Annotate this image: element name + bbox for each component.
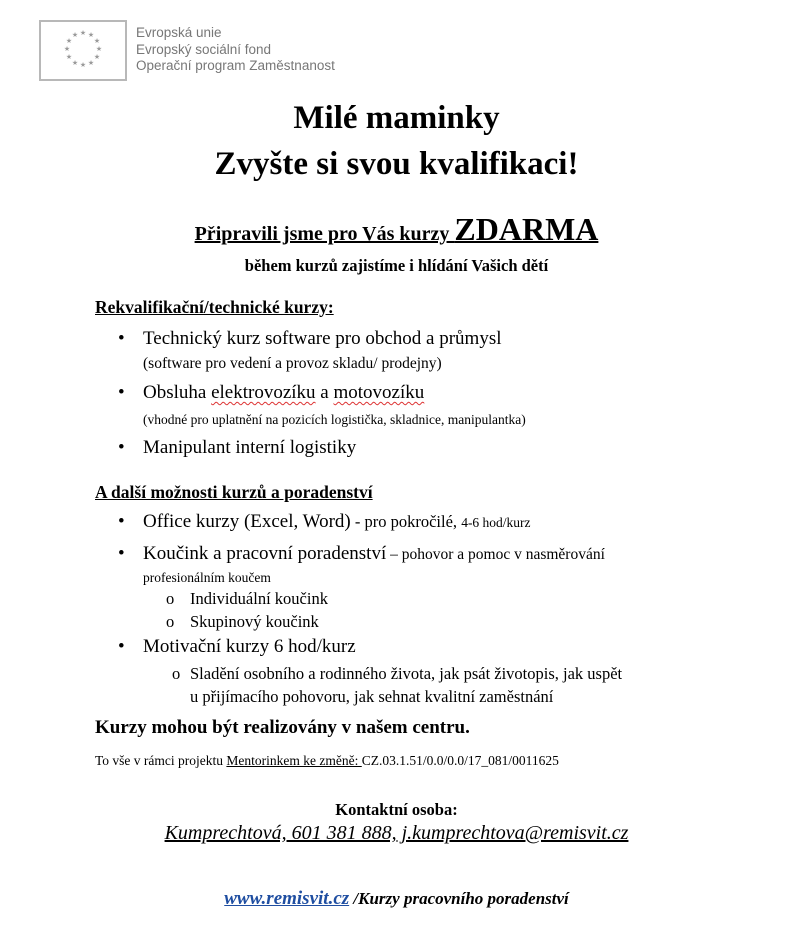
bullet-icon: • (118, 636, 125, 657)
section2-title: A další možnosti kurzů a poradenství (95, 482, 373, 502)
svg-text:★: ★ (87, 59, 95, 67)
bullet-icon: • (118, 437, 125, 458)
svg-text:★: ★ (71, 59, 79, 67)
svg-text:★: ★ (95, 45, 103, 53)
venue-note: Kurzy mohou být realizovány v našem centru. (95, 717, 470, 738)
footer-tagline: /Kurzy pracovního poradenství (349, 889, 569, 908)
bullet-icon: • (118, 511, 125, 532)
section1-item3: Manipulant interní logistiky (143, 437, 357, 458)
bullet-icon: • (118, 328, 125, 349)
website-link[interactable]: www.remisvit.cz (224, 888, 350, 909)
item2-part-a: Obsluha (143, 382, 212, 403)
section2-item2-sub2: Skupinový koučink (190, 612, 319, 631)
section1-item1-detail: (software pro vedení a provoz skladu/ prodejny) (143, 355, 442, 372)
section2-item2 (143, 543, 605, 565)
item2-part-c: a (315, 382, 334, 403)
heading-line-2: Zvyšte si svou kvalifikaci! (214, 146, 579, 182)
section2-item2-main: Koučink a pracovní poradenství (143, 543, 387, 564)
section2-item2-sub1: Individuální koučink (190, 589, 328, 608)
offer-note: během kurzů zajistíme i hlídání Vašich dětí (244, 256, 549, 275)
contact-details[interactable]: Kumprechtová, 601 381 888, j.kumprechtova@remisvit.cz (164, 822, 629, 844)
item2-part-b: elektrovozíku (211, 382, 316, 403)
section2-item3: Motivační kurzy 6 hod/kurz (143, 636, 356, 657)
svg-text:★: ★ (93, 37, 101, 45)
svg-text:★: ★ (65, 37, 73, 45)
bullet-icon: • (118, 543, 125, 564)
section1-item2 (143, 382, 424, 404)
bullet-icon: • (118, 382, 125, 403)
logo-line-1: Evropská unie (136, 25, 222, 40)
eu-logo-text (136, 25, 335, 75)
section2-item2-tail: – pohovor a pomoc v nasměrování (386, 546, 605, 563)
project-name: Mentorinkem ke změně: (226, 753, 362, 768)
section2-item1 (143, 511, 531, 533)
svg-text:★: ★ (65, 53, 73, 61)
circle-bullet-icon: o (172, 664, 181, 683)
eu-flag-stars-icon (41, 22, 125, 79)
svg-text:★: ★ (93, 53, 101, 61)
logo-line-3: Operační program Zaměstnanost (136, 58, 335, 73)
offer-line (0, 211, 793, 248)
section2-item1-mid: - pro pokročilé, (350, 512, 462, 531)
heading-line-1: Milé maminky (293, 100, 500, 136)
offer-prefix: Připravili jsme pro Vás kurzy (194, 223, 455, 245)
section2-item3-sub-line2: u přijímacího pohovoru, jak sehnat kvalitní zaměstnání (190, 687, 554, 706)
section2-item3-sub-line1: Sladění osobního a rodinného života, jak psát životopis, jak uspět (190, 664, 623, 683)
svg-text:★: ★ (79, 29, 87, 37)
offer-highlight: ZDARMA (454, 211, 599, 247)
circle-bullet-icon: o (166, 612, 175, 631)
svg-text:★: ★ (87, 31, 95, 39)
eu-logo (39, 20, 127, 81)
section2-item2-line2: profesionálním koučem (143, 570, 271, 585)
project-code: CZ.03.1.51/0.0/0.0/17_081/0011625 (361, 753, 559, 768)
item2-part-d: motovozíku (333, 382, 425, 403)
section1-item2-detail: (vhodné pro uplatnění na pozicích logistička, skladnice, manipulantka) (143, 412, 526, 427)
footer (0, 888, 793, 910)
svg-text:★: ★ (63, 45, 71, 53)
logo-line-2: Evropský sociální fond (136, 41, 272, 57)
section1-title: Rekvalifikační/technické kurzy: (95, 297, 334, 317)
contact-label: Kontaktní osoba: (335, 800, 458, 819)
svg-text:★: ★ (71, 31, 79, 39)
project-line (95, 753, 559, 769)
svg-text:★: ★ (79, 61, 87, 69)
section2-item1-tail: 4-6 hod/kurz (461, 515, 531, 530)
circle-bullet-icon: o (166, 589, 175, 608)
section2-item1-main: Office kurzy (Excel, Word) (143, 511, 351, 532)
project-prefix: To vše v rámci projektu (95, 753, 227, 768)
section1-item1: Technický kurz software pro obchod a průmysl (143, 328, 502, 349)
